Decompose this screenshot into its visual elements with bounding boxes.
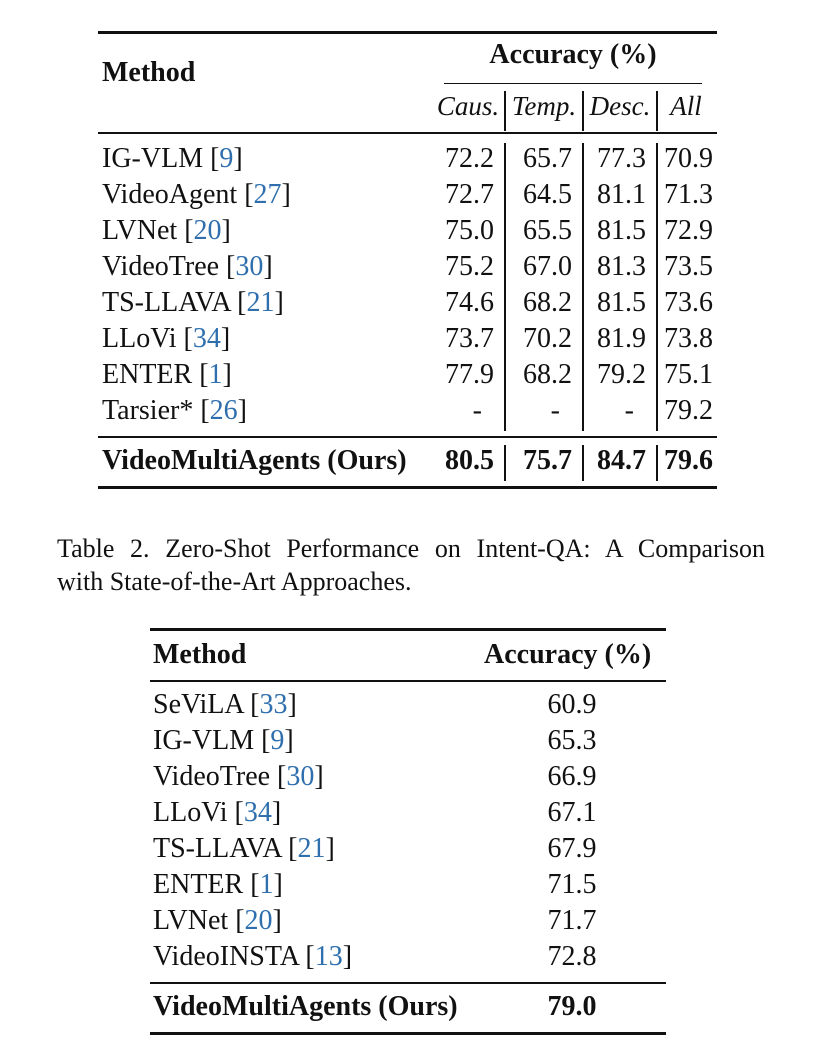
all-value: 73.6 xyxy=(664,287,713,318)
header-method: Method xyxy=(102,57,196,88)
method-name: LLoVi [34] xyxy=(102,323,231,354)
accuracy-value: 66.9 xyxy=(547,761,597,792)
header-rule xyxy=(150,680,666,682)
desc-value: 79.2 xyxy=(597,359,646,390)
citation-link[interactable]: 13 xyxy=(314,941,343,972)
method-name: VideoAgent [27] xyxy=(102,179,291,210)
method-name: SeViLA [33] xyxy=(153,689,297,720)
desc-value: - xyxy=(624,395,634,426)
desc-value: 81.5 xyxy=(597,287,646,318)
method-name: TS-LLAVA [21] xyxy=(153,833,335,864)
table-row xyxy=(98,213,717,249)
caus-value: 72.2 xyxy=(445,143,494,174)
caption-line-1: Table 2. Zero-Shot Performance on Intent-QA: A Comparison xyxy=(57,534,765,563)
table-row xyxy=(98,249,717,285)
caus-value: 72.7 xyxy=(445,179,494,210)
temp-value: 70.2 xyxy=(523,323,572,354)
header-method: Method xyxy=(153,639,247,670)
table-row xyxy=(150,939,666,975)
table-row xyxy=(150,903,666,939)
header-separator xyxy=(582,91,584,131)
table-row xyxy=(98,321,717,357)
desc-value: 77.3 xyxy=(597,143,646,174)
table-row xyxy=(150,687,666,723)
header-desc: Desc. xyxy=(589,91,651,121)
best-rule xyxy=(150,982,666,984)
desc-value: 81.5 xyxy=(597,215,646,246)
caus-value: 74.6 xyxy=(445,287,494,318)
citation-link[interactable]: 21 xyxy=(246,287,275,318)
citation-link[interactable]: 30 xyxy=(235,251,264,282)
header-temp: Temp. xyxy=(511,91,577,121)
citation-link[interactable]: 9 xyxy=(219,143,234,174)
caus-value: 80.5 xyxy=(445,445,494,476)
header-separator xyxy=(656,91,658,131)
method-name: ENTER [1] xyxy=(102,359,232,390)
bottom-rule xyxy=(150,1032,666,1035)
bottom-rule xyxy=(98,486,717,489)
method-name: LLoVi [34] xyxy=(153,797,282,828)
table-row xyxy=(150,759,666,795)
header-separator xyxy=(504,91,506,131)
header-rule xyxy=(98,132,717,134)
top-rule xyxy=(150,628,666,631)
accuracy-value: 65.3 xyxy=(547,725,597,756)
header-accuracy: Accuracy (%) xyxy=(489,39,657,70)
all-value: 72.9 xyxy=(664,215,713,246)
table-row xyxy=(150,831,666,867)
citation-link[interactable]: 33 xyxy=(259,689,288,720)
method-name: IG-VLM [9] xyxy=(153,725,294,756)
method-name: LVNet [20] xyxy=(102,215,231,246)
table-row xyxy=(150,795,666,831)
temp-value: 65.5 xyxy=(523,215,572,246)
table-row xyxy=(98,177,717,213)
method-name: VideoMultiAgents (Ours) xyxy=(153,991,458,1022)
method-name: VideoTree [30] xyxy=(153,761,324,792)
temp-value: 65.7 xyxy=(523,143,572,174)
table-row xyxy=(98,141,717,177)
caption-line-2: with State-of-the-Art Approaches. xyxy=(57,567,412,596)
citation-link[interactable]: 26 xyxy=(209,395,238,426)
top-rule xyxy=(98,31,717,34)
temp-value: 64.5 xyxy=(523,179,572,210)
table-row xyxy=(150,867,666,903)
all-value: 71.3 xyxy=(664,179,713,210)
method-name: IG-VLM [9] xyxy=(102,143,243,174)
desc-value: 81.9 xyxy=(597,323,646,354)
citation-link[interactable]: 20 xyxy=(193,215,222,246)
method-name: Tarsier* [26] xyxy=(102,395,247,426)
caus-value: 73.7 xyxy=(445,323,494,354)
accuracy-cmidrule xyxy=(444,83,702,84)
all-value: 73.5 xyxy=(664,251,713,282)
table-row-ours xyxy=(150,989,666,1025)
method-name: VideoTree [30] xyxy=(102,251,273,282)
desc-value: 81.3 xyxy=(597,251,646,282)
temp-value: 67.0 xyxy=(523,251,572,282)
accuracy-value: 71.5 xyxy=(547,869,597,900)
accuracy-value: 79.0 xyxy=(547,991,597,1022)
header-caus: Caus. xyxy=(436,91,500,121)
temp-value: 75.7 xyxy=(523,445,572,476)
all-value: 70.9 xyxy=(664,143,713,174)
accuracy-value: 60.9 xyxy=(547,689,597,720)
table-row-ours xyxy=(98,443,717,479)
table-caption xyxy=(57,532,765,598)
method-name: VideoINSTA [13] xyxy=(153,941,353,972)
results-table-1 xyxy=(98,31,717,491)
table-row xyxy=(150,723,666,759)
method-name: TS-LLAVA [21] xyxy=(102,287,284,318)
accuracy-value: 71.7 xyxy=(547,905,597,936)
header-accuracy: Accuracy (%) xyxy=(484,639,652,670)
temp-value: 68.2 xyxy=(523,359,572,390)
all-value: 73.8 xyxy=(664,323,713,354)
temp-value: - xyxy=(550,395,560,426)
caus-value: 75.0 xyxy=(445,215,494,246)
results-table-2 xyxy=(150,628,666,1038)
header-all: All xyxy=(670,91,702,121)
table-row xyxy=(98,285,717,321)
citation-link[interactable]: 34 xyxy=(243,797,272,828)
table-row xyxy=(98,357,717,393)
all-value: 79.6 xyxy=(664,445,713,476)
method-name: VideoMultiAgents (Ours) xyxy=(102,445,407,476)
accuracy-value: 67.9 xyxy=(547,833,597,864)
accuracy-value: 72.8 xyxy=(547,941,597,972)
best-rule xyxy=(98,436,717,438)
citation-link[interactable]: 20 xyxy=(244,905,273,936)
temp-value: 68.2 xyxy=(523,287,572,318)
citation-link[interactable]: 21 xyxy=(297,833,326,864)
citation-link[interactable]: 30 xyxy=(286,761,315,792)
citation-link[interactable]: 1 xyxy=(259,869,274,900)
citation-link[interactable]: 34 xyxy=(192,323,221,354)
desc-value: 81.1 xyxy=(597,179,646,210)
method-name: LVNet [20] xyxy=(153,905,282,936)
caus-value: 77.9 xyxy=(445,359,494,390)
accuracy-value: 67.1 xyxy=(547,797,597,828)
table-row xyxy=(98,393,717,429)
desc-value: 84.7 xyxy=(597,445,646,476)
citation-link[interactable]: 27 xyxy=(253,179,282,210)
caus-value: - xyxy=(472,395,482,426)
all-value: 79.2 xyxy=(664,395,713,426)
citation-link[interactable]: 1 xyxy=(208,359,223,390)
citation-link[interactable]: 9 xyxy=(270,725,285,756)
all-value: 75.1 xyxy=(664,359,713,390)
method-name: ENTER [1] xyxy=(153,869,283,900)
caus-value: 75.2 xyxy=(445,251,494,282)
